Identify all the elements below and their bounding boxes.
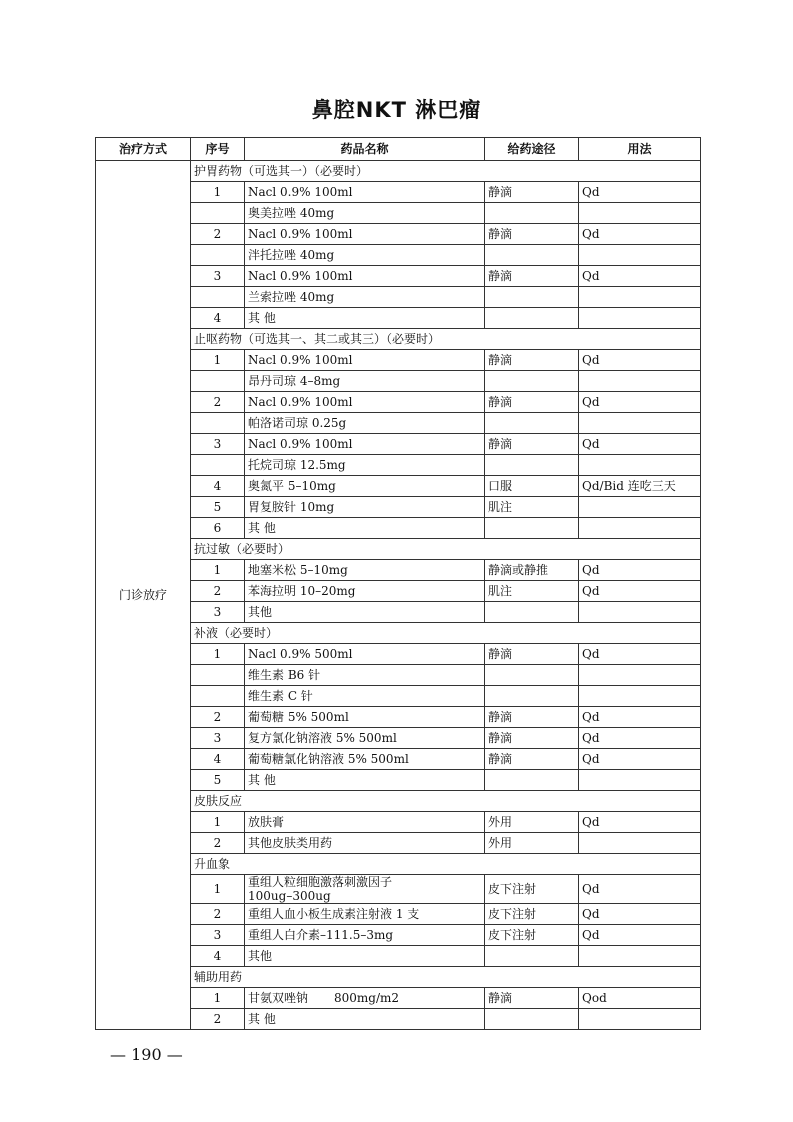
category-label: 辅助用药	[191, 967, 701, 988]
route-cell	[485, 518, 579, 539]
usage-cell	[579, 308, 701, 329]
page-number: — 190 —	[110, 1045, 183, 1064]
route-cell	[485, 1009, 579, 1030]
usage-cell: Qd	[579, 904, 701, 925]
usage-cell	[579, 686, 701, 707]
drug-name-cell	[245, 1009, 485, 1030]
drug-name: 甘氨双唑钠	[248, 991, 309, 1005]
drug-name-cell	[245, 371, 485, 392]
usage-cell: Qd	[579, 749, 701, 770]
row-index: 1	[191, 182, 245, 203]
drug-name: 维生素 C 针	[248, 689, 313, 703]
category-row	[96, 161, 701, 182]
drug-name: 兰索拉唑 40mg	[248, 290, 335, 304]
usage-cell: Qd	[579, 560, 701, 581]
drug-name-cell	[245, 266, 485, 287]
row-index: 2	[191, 904, 245, 925]
usage-cell: Qd	[579, 182, 701, 203]
route-cell: 静滴	[485, 224, 579, 245]
row-index: 2	[191, 833, 245, 854]
usage-cell: Qod	[579, 988, 701, 1009]
row-index: 3	[191, 925, 245, 946]
usage-cell: Qd	[579, 266, 701, 287]
route-cell	[485, 371, 579, 392]
drug-name-cell	[245, 560, 485, 581]
usage-cell	[579, 455, 701, 476]
drug-name-cell	[245, 245, 485, 266]
drug-name-cell	[245, 224, 485, 245]
usage-cell	[579, 1009, 701, 1030]
header-drug-name: 药品名称	[245, 138, 485, 161]
header-treatment-mode: 治疗方式	[96, 138, 191, 161]
page-title: 鼻腔NKT 淋巴瘤	[311, 98, 482, 122]
usage-cell: Qd	[579, 224, 701, 245]
row-index	[191, 413, 245, 434]
route-cell: 皮下注射	[485, 875, 579, 904]
drug-name-cell	[245, 904, 485, 925]
row-index: 1	[191, 644, 245, 665]
drug-name: Nacl 0.9% 100ml	[248, 185, 353, 199]
route-cell: 外用	[485, 833, 579, 854]
drug-name: 复方氯化钠溶液 5% 500ml	[248, 731, 397, 745]
category-label: 补液（必要时）	[191, 623, 701, 644]
row-index: 4	[191, 308, 245, 329]
route-cell	[485, 665, 579, 686]
row-index: 2	[191, 581, 245, 602]
drug-name: 葡萄糖氯化钠溶液 5% 500ml	[248, 752, 409, 766]
drug-name-cell	[245, 665, 485, 686]
row-index	[191, 371, 245, 392]
drug-name-cell	[245, 812, 485, 833]
usage-cell	[579, 371, 701, 392]
row-index: 1	[191, 350, 245, 371]
drug-name-cell	[245, 455, 485, 476]
row-index: 2	[191, 392, 245, 413]
route-cell: 静滴	[485, 350, 579, 371]
usage-cell	[579, 770, 701, 791]
row-index: 3	[191, 602, 245, 623]
row-index	[191, 203, 245, 224]
drug-name-cell	[245, 308, 485, 329]
category-label: 护胃药物（可选其一）（必要时）	[191, 161, 701, 182]
row-index: 4	[191, 749, 245, 770]
drug-name: 地塞米松 5–10mg	[248, 563, 348, 577]
row-index	[191, 686, 245, 707]
usage-cell	[579, 602, 701, 623]
route-cell: 肌注	[485, 497, 579, 518]
drug-name-cell	[245, 182, 485, 203]
drug-name-cell	[245, 946, 485, 967]
route-cell	[485, 287, 579, 308]
header-index: 序号	[191, 138, 245, 161]
drug-name: 其 他	[248, 1012, 276, 1026]
drug-name: Nacl 0.9% 100ml	[248, 227, 353, 241]
drug-name-cell	[245, 518, 485, 539]
category-label: 止呕药物（可选其一、其二或其三）（必要时）	[191, 329, 701, 350]
usage-cell	[579, 665, 701, 686]
drug-name: Nacl 0.9% 100ml	[248, 437, 353, 451]
drug-name: 其他	[248, 949, 273, 963]
row-index: 3	[191, 434, 245, 455]
usage-cell	[579, 287, 701, 308]
usage-cell: Qd	[579, 707, 701, 728]
drug-name-cell	[245, 287, 485, 308]
route-cell: 肌注	[485, 581, 579, 602]
row-index: 3	[191, 728, 245, 749]
drug-name-cell	[245, 392, 485, 413]
row-index	[191, 287, 245, 308]
row-index: 5	[191, 497, 245, 518]
drug-dose: 100ug–300ug	[248, 889, 331, 903]
drug-name-cell	[245, 497, 485, 518]
drug-name-cell	[245, 581, 485, 602]
table-body	[96, 161, 701, 1030]
drug-name-cell	[245, 875, 485, 904]
category-label: 皮肤反应	[191, 791, 701, 812]
drug-name-cell	[245, 728, 485, 749]
route-cell: 静滴	[485, 988, 579, 1009]
route-cell	[485, 602, 579, 623]
drug-name: 其 他	[248, 521, 276, 535]
drug-name: Nacl 0.9% 100ml	[248, 353, 353, 367]
drug-name-cell	[245, 476, 485, 497]
drug-name: 其 他	[248, 311, 276, 325]
drug-name: 奥美拉唑 40mg	[248, 206, 335, 220]
drug-name-cell	[245, 770, 485, 791]
usage-cell: Qd	[579, 392, 701, 413]
drug-name: 维生素 B6 针	[248, 668, 321, 682]
drug-name-cell	[245, 833, 485, 854]
route-cell	[485, 686, 579, 707]
usage-cell	[579, 833, 701, 854]
route-cell	[485, 455, 579, 476]
drug-name: 苯海拉明 10–20mg	[248, 584, 356, 598]
drug-name: 昂丹司琼 4–8mg	[248, 374, 341, 388]
usage-cell: Qd	[579, 728, 701, 749]
usage-cell: Qd	[579, 812, 701, 833]
drug-name: 托烷司琼 12.5mg	[248, 458, 346, 472]
usage-cell	[579, 245, 701, 266]
table-header-row	[96, 138, 701, 161]
drug-name: 重组人粒细胞激落刺激因子	[248, 875, 393, 889]
row-index: 3	[191, 266, 245, 287]
route-cell: 静滴	[485, 707, 579, 728]
drug-name: Nacl 0.9% 100ml	[248, 269, 353, 283]
route-cell: 静滴	[485, 266, 579, 287]
treatment-mode-cell: 门诊放疗	[96, 161, 191, 1030]
route-cell: 皮下注射	[485, 925, 579, 946]
route-cell: 静滴	[485, 434, 579, 455]
row-index: 4	[191, 476, 245, 497]
category-label: 升血象	[191, 854, 701, 875]
row-index: 2	[191, 224, 245, 245]
usage-cell	[579, 497, 701, 518]
usage-cell	[579, 946, 701, 967]
drug-name-cell	[245, 925, 485, 946]
route-cell	[485, 203, 579, 224]
drug-name-cell	[245, 988, 485, 1009]
route-cell: 静滴	[485, 392, 579, 413]
drug-name-cell	[245, 707, 485, 728]
usage-cell: Qd	[579, 434, 701, 455]
drug-name-cell	[245, 749, 485, 770]
route-cell: 静滴	[485, 644, 579, 665]
route-cell	[485, 245, 579, 266]
route-cell: 静滴	[485, 182, 579, 203]
row-index: 1	[191, 988, 245, 1009]
medication-table	[95, 137, 701, 1030]
drug-name: Nacl 0.9% 500ml	[248, 647, 353, 661]
drug-name: 葡萄糖 5% 500ml	[248, 710, 349, 724]
route-cell: 静滴	[485, 749, 579, 770]
drug-name: 重组人血小板生成素注射液 1 支	[248, 907, 420, 921]
drug-name: 其他	[248, 605, 273, 619]
drug-name: 帕洛诺司琼 0.25g	[248, 416, 347, 430]
drug-name: Nacl 0.9% 100ml	[248, 395, 353, 409]
row-index	[191, 245, 245, 266]
route-cell: 静滴或静推	[485, 560, 579, 581]
usage-cell	[579, 413, 701, 434]
drug-name: 泮托拉唑 40mg	[248, 248, 335, 262]
usage-cell	[579, 203, 701, 224]
row-index: 1	[191, 875, 245, 904]
route-cell: 皮下注射	[485, 904, 579, 925]
row-index	[191, 665, 245, 686]
usage-cell: Qd	[579, 644, 701, 665]
route-cell: 口服	[485, 476, 579, 497]
drug-name-cell	[245, 644, 485, 665]
route-cell: 外用	[485, 812, 579, 833]
usage-cell: Qd/Bid 连吃三天	[579, 476, 701, 497]
header-route: 给药途径	[485, 138, 579, 161]
drug-name: 放肤膏	[248, 815, 285, 829]
header-usage: 用法	[579, 138, 701, 161]
route-cell	[485, 308, 579, 329]
category-label: 抗过敏（必要时）	[191, 539, 701, 560]
row-index: 4	[191, 946, 245, 967]
usage-cell: Qd	[579, 581, 701, 602]
drug-name: 奥氮平 5–10mg	[248, 479, 336, 493]
route-cell	[485, 770, 579, 791]
route-cell	[485, 946, 579, 967]
row-index: 5	[191, 770, 245, 791]
drug-name-cell	[245, 413, 485, 434]
usage-cell: Qd	[579, 350, 701, 371]
row-index: 1	[191, 812, 245, 833]
row-index: 2	[191, 1009, 245, 1030]
drug-name-cell	[245, 602, 485, 623]
drug-name: 胃复胺针 10mg	[248, 500, 335, 514]
usage-cell: Qd	[579, 875, 701, 904]
drug-name-cell	[245, 686, 485, 707]
drug-name-cell	[245, 434, 485, 455]
row-index: 1	[191, 560, 245, 581]
row-index: 6	[191, 518, 245, 539]
drug-name-cell	[245, 203, 485, 224]
usage-cell	[579, 518, 701, 539]
drug-name-cell	[245, 350, 485, 371]
route-cell: 静滴	[485, 728, 579, 749]
drug-name: 重组人白介素–111.5–3mg	[248, 928, 394, 942]
row-index: 2	[191, 707, 245, 728]
route-cell	[485, 413, 579, 434]
drug-name: 其他皮肤类用药	[248, 836, 333, 850]
drug-dose: 800mg/m2	[334, 991, 400, 1005]
row-index	[191, 455, 245, 476]
usage-cell: Qd	[579, 925, 701, 946]
drug-name: 其 他	[248, 773, 276, 787]
